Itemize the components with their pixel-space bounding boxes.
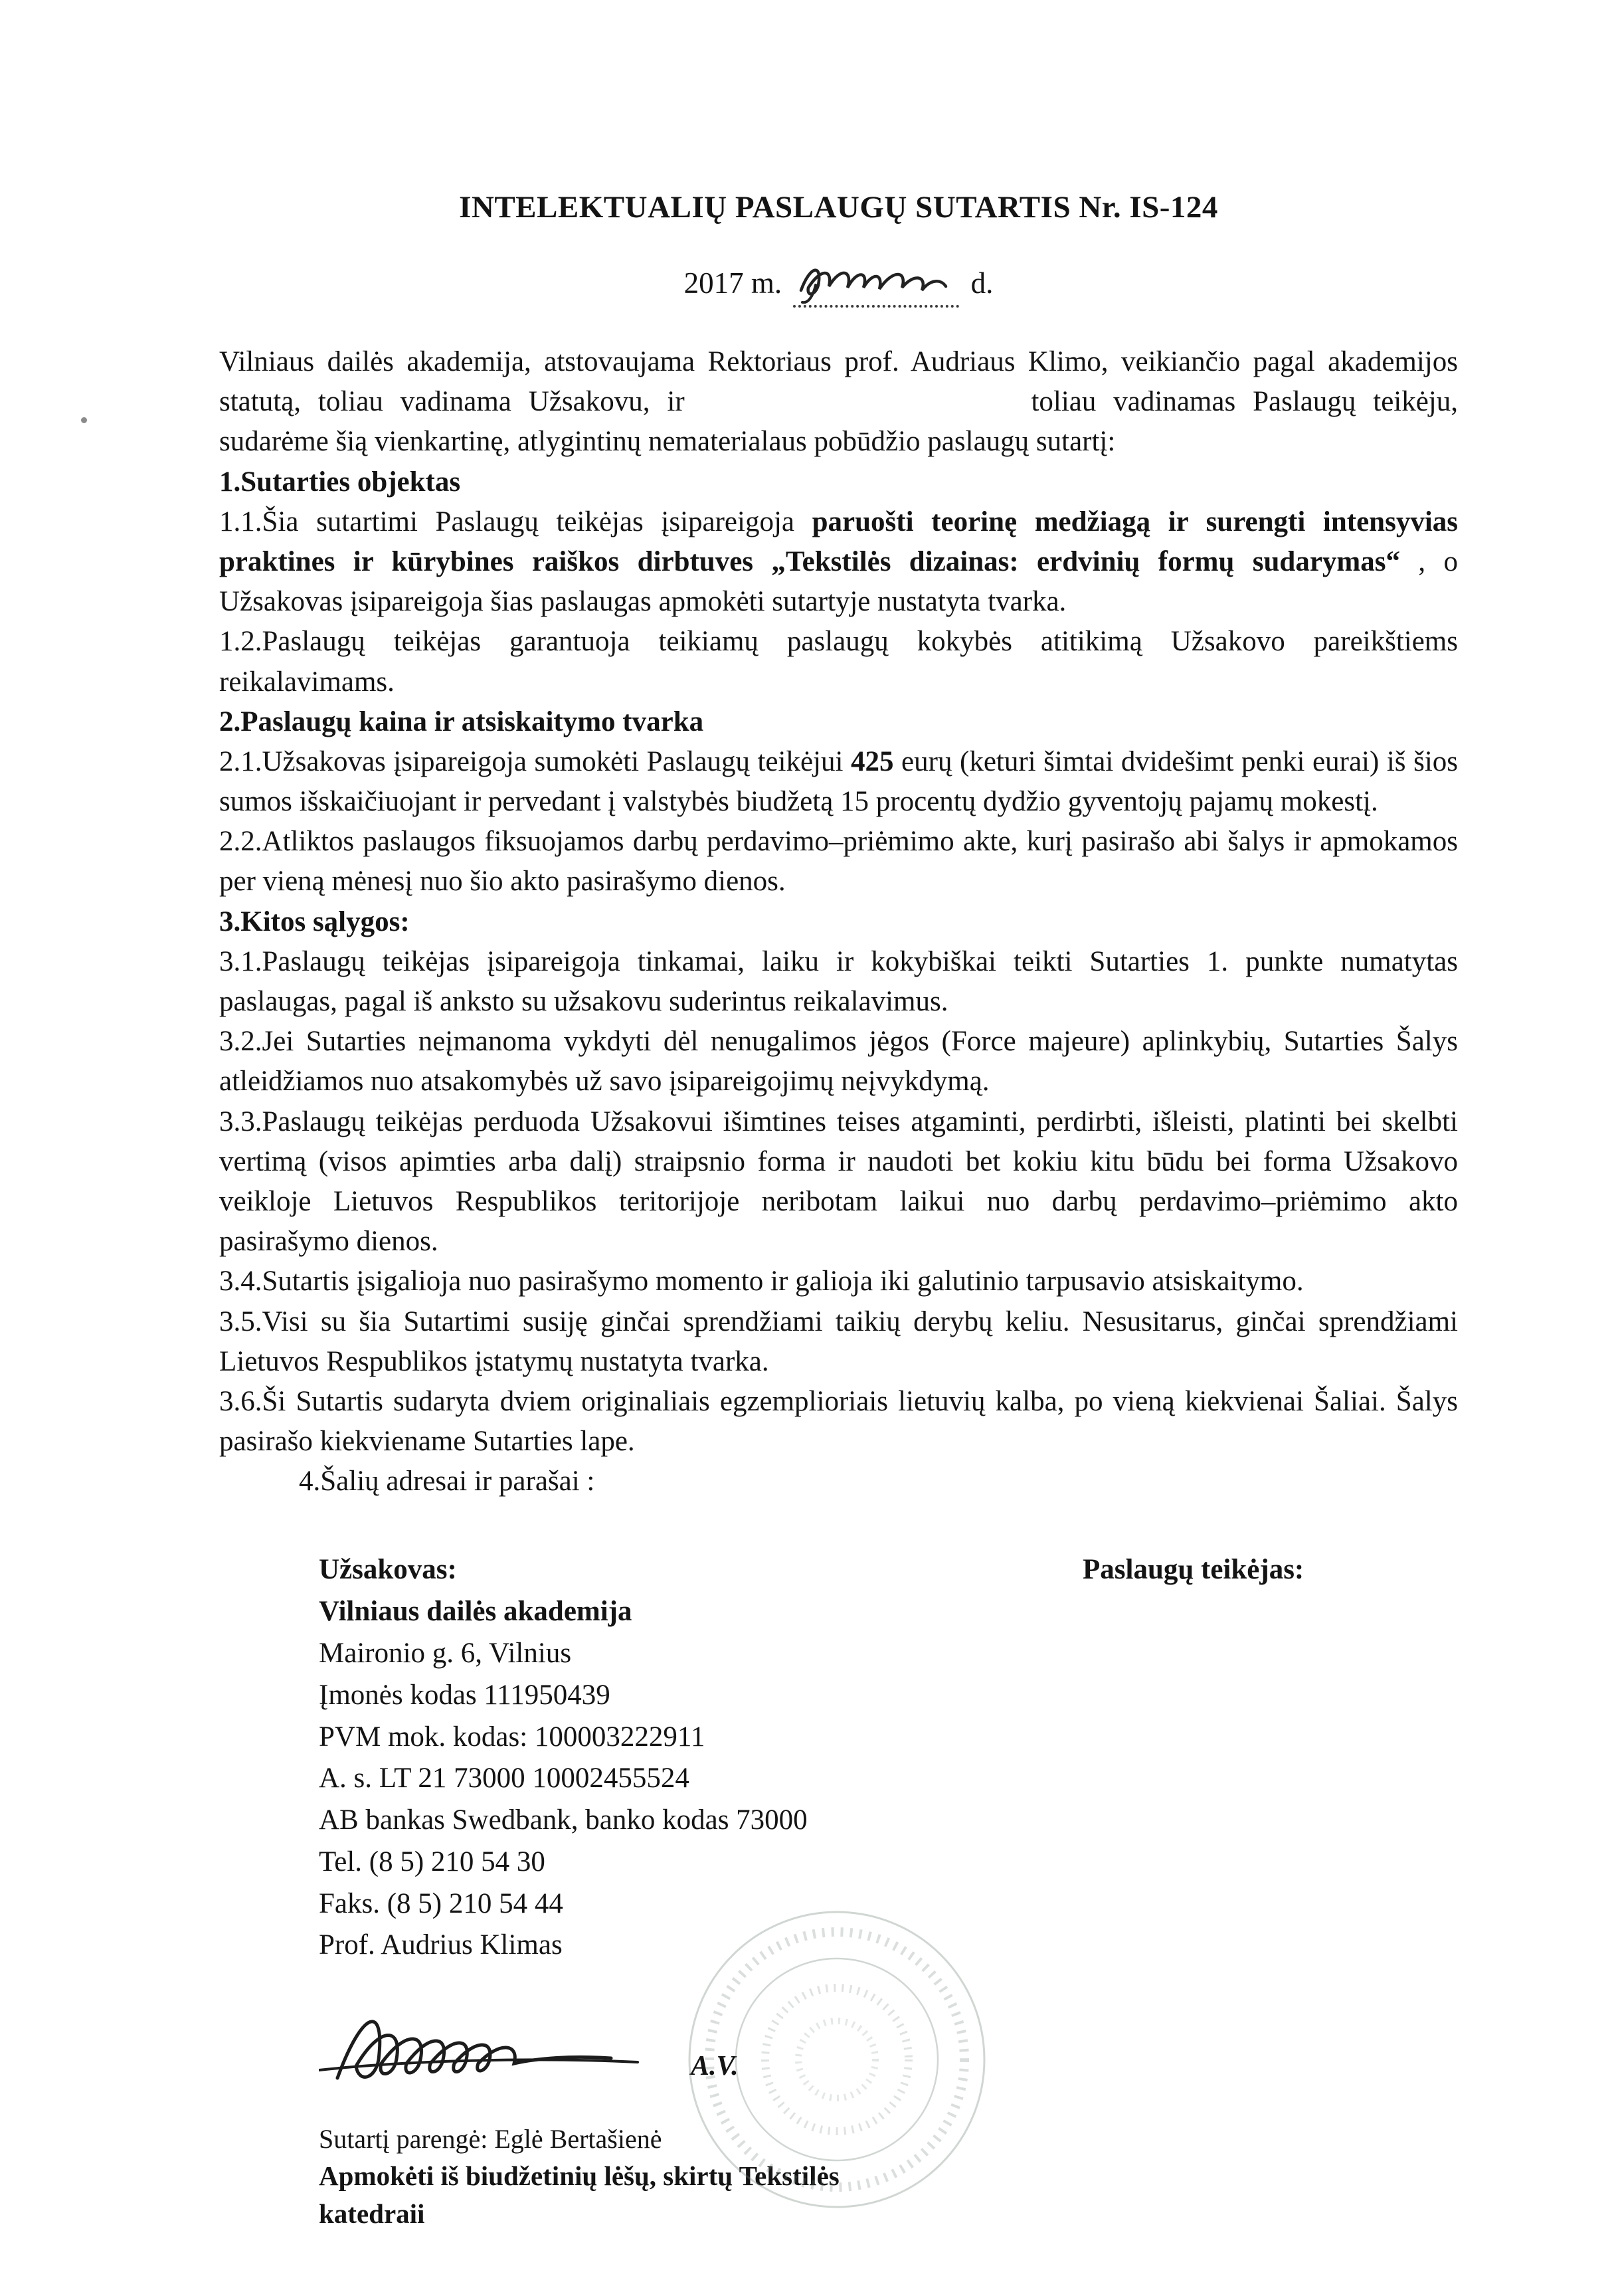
- date-suffix: d.: [970, 266, 994, 300]
- document-title: INTELEKTUALIŲ PASLAUGŲ SUTARTIS Nr. IS-124: [459, 190, 1218, 225]
- clause-3-4: 3.4.Sutartis įsigalioja nuo pasirašymo momento ir galioja iki galutinio tarpusavio atsiskaitymo.: [219, 1266, 1304, 1297]
- intro-text-b: toliau vadinamas Paslaugų teikėju, sudarėme šią vienkartinę, atlygintinų nematerialaus pobūdžio paslaugų sutartį:: [219, 386, 1459, 458]
- client-block: [319, 1549, 943, 1966]
- signature-scribble: [319, 1993, 744, 2113]
- handwritten-date: [793, 256, 959, 308]
- client-bank: AB bankas Swedbank, banko kodas 73000: [319, 1804, 808, 1836]
- clause-3-3: 3.3.Paslaugų teikėjas perduoda Užsakovui išimtines teises atgaminti, perdirbti, išleisti, platinti bei skelbti vertimą (visos apimties arba dalį) straipsnio forma ir naudoti bet kokiu kitu būdu bei forma Užsakovo veikloje Lietuvos Respublikos teritorijoje neribotam laikui nuo darbų perdavimo–priėmimo akto pasirašymo dienos.: [219, 1105, 1458, 1258]
- clause-1-1-bold: paruošti teorinę medžiagą ir surengti intensyvias praktines ir kūrybines raiškos dirbtuves „Tekstilės dizainas: erdvinių formų sudarymas“: [219, 506, 1459, 577]
- clause-2-1-amount: 425: [851, 745, 894, 777]
- parties-block: [319, 1549, 1458, 1966]
- clause-1-1-post: , o Užsakovas įsipareigoja šias paslaugas apmokėti sutartyje nustatyta tvarka.: [219, 545, 1459, 618]
- section-4-heading: 4.Šalių adresai ir parašai :: [299, 1466, 595, 1497]
- clause-1-2: 1.2.Paslaugų teikėjas garantuoja teikiamų paslaugų kokybės atitikimą Užsakovo pareikštiems reikalavimams.: [219, 626, 1458, 698]
- clause-3-2: 3.2.Jei Sutarties neįmanoma vykdyti dėl nenugalimos jėgos (Force majeure) aplinkybių, Sutarties Šalys atleidžiamos nuo atsakomybės už savo įsipareigojimų neįvykdymą.: [219, 1026, 1458, 1098]
- client-phone: Tel. (8 5) 210 54 30: [319, 1846, 545, 1877]
- client-company-code: Įmonės kodas 111950439: [319, 1679, 610, 1711]
- clause-3-5: 3.5.Visi su šia Sutartimi susiję ginčai sprendžiami taikių derybų keliu. Nesusitarus, ginčai sprendžiami Lietuvos Respublikos įstatymų nustatyta tvarka.: [219, 1305, 1458, 1377]
- date-line: [219, 256, 1458, 308]
- client-address: Maironio g. 6, Vilnius: [319, 1637, 572, 1669]
- clause-2-1-post: eurų (keturi šimtai dvidešimt penki eurai) iš šios sumos išskaičiuojant ir pervedant į valstybės biudžetą 15 procentų dydžio gyventojų pajamų mokestį.: [219, 745, 1458, 818]
- provider-label: Paslaugų teikėjas:: [1083, 1554, 1304, 1586]
- client-name: Vilniaus dailės akademija: [319, 1596, 632, 1628]
- clause-1-1-pre: 1.1.Šia sutartimi Paslaugų teikėjas įsipareigoja: [219, 506, 812, 537]
- intro-text-a: Vilniaus dailės akademija, atstovaujama Rektoriaus prof. Audriaus Klimo, veikiančio pagal akademijos statutą, toliau vadinama Užsakovu, ir: [219, 346, 1458, 418]
- client-vat-code: PVM mok. kodas: 100003222911: [319, 1721, 705, 1753]
- client-account: A. s. LT 21 73000 10002455524: [319, 1763, 689, 1794]
- section-3-heading: 3.Kitos sąlygos:: [219, 906, 410, 937]
- signature-and-footer-block: [319, 1993, 1458, 2234]
- prepared-by-line: Sutartį parengė: Eglė Bertašienė: [319, 2124, 662, 2154]
- clause-3-6: 3.6.Ši Sutartis sudaryta dviem originaliais egzemplioriais lietuvių kalba, po vieną kiekvienai Šaliai. Šalys pasirašo kiekviename Sutarties lape.: [219, 1385, 1458, 1458]
- funding-note: Apmokėti iš biudžetinių lėšų, skirtų Tekstilės katedraii: [319, 2160, 840, 2230]
- date-prefix: 2017 m.: [683, 266, 782, 300]
- section-2-heading: 2.Paslaugų kaina ir atsiskaitymo tvarka: [219, 706, 704, 737]
- section-1-heading: 1.Sutarties objektas: [219, 466, 461, 498]
- signature-row: [319, 1993, 1458, 2119]
- clause-2-1-pre: 2.1.Užsakovas įsipareigoja sumokėti Paslaugų teikėjui: [219, 745, 851, 777]
- clause-1-1: [219, 502, 1458, 622]
- client-representative: Prof. Audrius Klimas: [319, 1929, 563, 1961]
- client-fax: Faks. (8 5) 210 54 44: [319, 1887, 563, 1919]
- seal-mark-label: A.V.: [691, 2051, 739, 2082]
- clause-2-1: [219, 742, 1458, 822]
- intro-paragraph: [219, 342, 1458, 462]
- clause-3-1: 3.1.Paslaugų teikėjas įsipareigoja tinkamai, laiku ir kokybiškai teikti Sutarties 1. punkte numatytas paslaugas, pagal iš anksto su užsakovu suderintus reikalavimus.: [219, 945, 1458, 1017]
- client-label: Užsakovas:: [319, 1554, 457, 1586]
- clause-2-2: 2.2.Atliktos paslaugos fiksuojamos darbų perdavimo–priėmimo akte, kurį pasirašo abi šalys ir apmokamos per vieną mėnesį nuo šio akto pasirašymo dienos.: [219, 826, 1458, 898]
